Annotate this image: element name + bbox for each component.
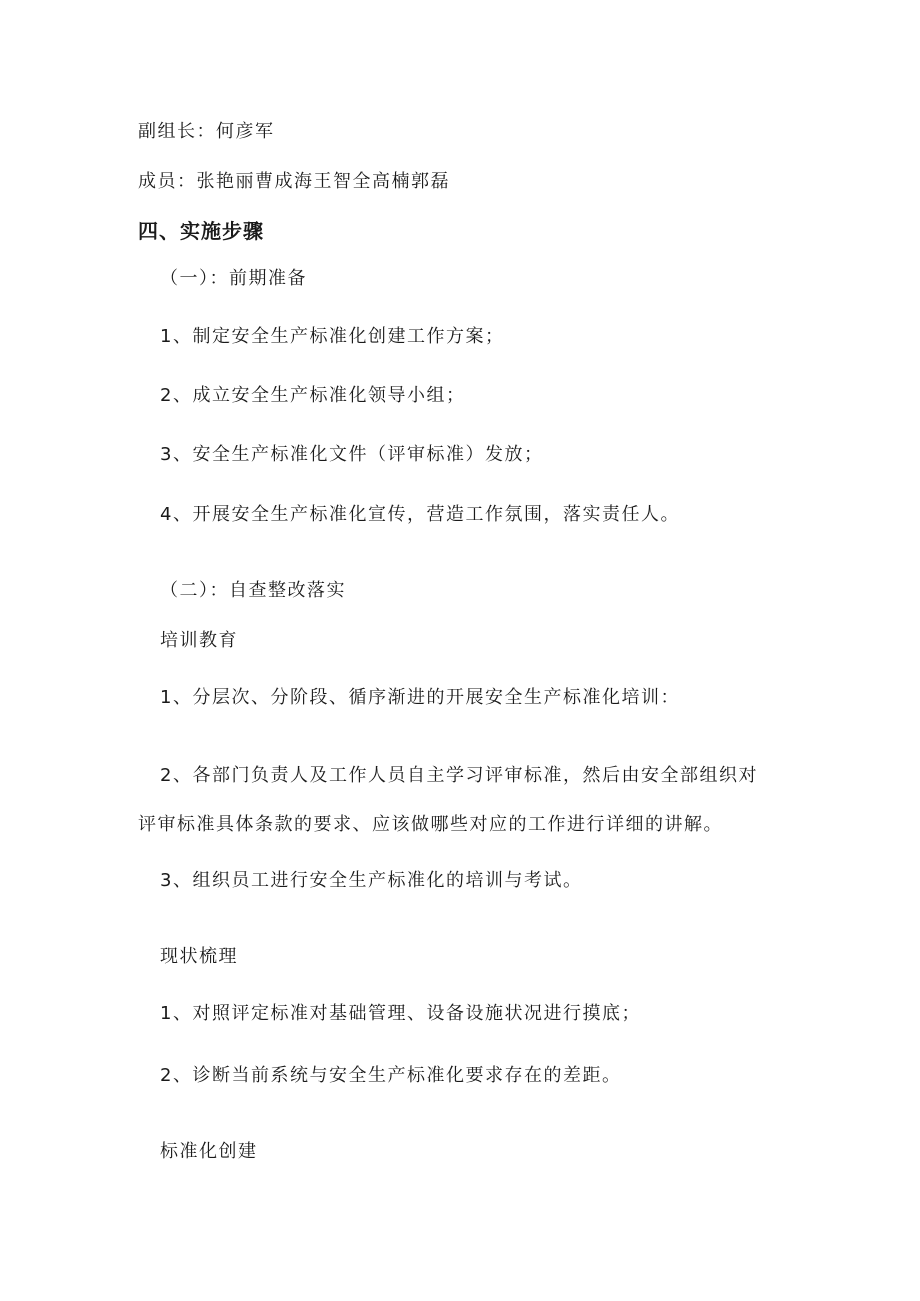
- training-item-continued: 评审标准具体条款的要求、应该做哪些对应的工作进行详细的讲解。: [138, 814, 723, 835]
- members-line: 成员：张艳丽曹成海王智全高楠郭磊: [138, 171, 450, 192]
- status-review-item: 2、诊断当前系统与安全生产标准化要求存在的差距。: [160, 1065, 622, 1086]
- phase1-title: （一）：前期准备: [160, 268, 307, 289]
- section-title: 四、实施步骤: [138, 219, 264, 243]
- phase1-item: 3、安全生产标准化文件（评审标准）发放；: [160, 444, 544, 465]
- training-item: 1、分层次、分阶段、循序渐进的开展安全生产标准化培训：: [160, 687, 680, 708]
- standardization-title: 标准化创建: [160, 1141, 258, 1162]
- phase1-item: 1、制定安全生产标准化创建工作方案；: [160, 326, 505, 347]
- training-title: 培训教育: [160, 630, 238, 651]
- status-review-title: 现状梳理: [160, 946, 238, 967]
- training-item: 3、组织员工进行安全生产标准化的培训与考试。: [160, 870, 583, 891]
- phase1-item: 2、成立安全生产标准化领导小组；: [160, 385, 466, 406]
- phase2-title: （二）：自查整改落实: [160, 580, 346, 601]
- phase1-item: 4、开展安全生产标准化宣传，营造工作氛围，落实责任人。: [160, 504, 680, 525]
- status-review-item: 1、对照评定标准对基础管理、设备设施状况进行摸底；: [160, 1003, 641, 1024]
- training-item: 2、各部门负责人及工作人员自主学习评审标准，然后由安全部组织对: [160, 765, 758, 786]
- deputy-leader-line: 副组长：何彦军: [138, 121, 275, 142]
